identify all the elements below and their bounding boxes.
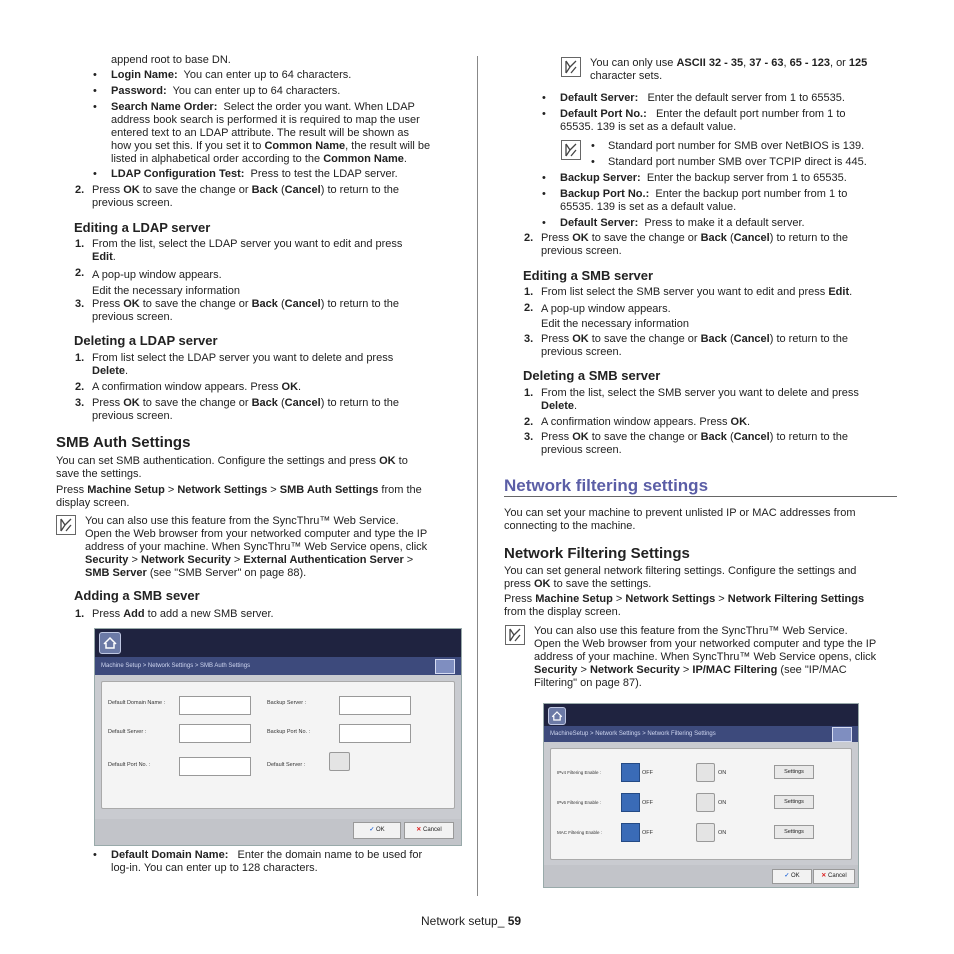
note-text: You can also use this feature from the SyncThru™ Web Service. Open the Web browser from your networked computer and type the IP address of your machine. When SyncThru™ Web Service opens, click Security > Network Security > IP/MAC Filtering (see "IP/MAC Filtering" on page 87). xyxy=(534,625,877,689)
bullet-default-port: Default Port No.: Enter the default port number from 1 to 65535. 139 is set as a default value. xyxy=(560,108,846,133)
step-text: Press OK to save the change or Back (Cancel) to return to the previous screen. xyxy=(541,431,848,456)
note-text: Standard port number SMB over TCPIP direct is 445. xyxy=(608,156,867,168)
heading-smb-auth: SMB Auth Settings xyxy=(56,434,191,451)
default-server-field[interactable] xyxy=(179,724,251,743)
check-icon: ✓ xyxy=(784,873,790,879)
heading-editing-ldap: Editing a LDAP server xyxy=(74,220,211,235)
step-text: From list select the LDAP server you want to delete and press Delete. xyxy=(92,352,394,377)
on-label: ON xyxy=(718,800,727,806)
default-domain-field[interactable] xyxy=(179,696,251,715)
step-text: Press OK to save the change or Back (Cancel) to return to the previous screen. xyxy=(92,184,399,209)
paragraph: Press Machine Setup > Network Settings > SMB Auth Settings from the display screen. xyxy=(56,484,422,509)
bullet-default-domain: Default Domain Name: Enter the domain name to be used for log-in. You can enter up to 128 characters. xyxy=(111,849,423,874)
label: MAC Filtering Enable : xyxy=(557,830,603,835)
note-text: You can also use this feature from the SyncThru™ Web Service. Open the Web browser from your networked computer and type the IP address of your machine. When SyncThru™ Web Service opens, click Security > Network Security > External Authentication Server > SMB Server (see "SMB Server" on page 88). xyxy=(85,515,428,579)
paragraph: Press Machine Setup > Network Settings > Network Filtering Settings from the display screen. xyxy=(504,593,865,618)
bullet: • xyxy=(93,168,97,180)
step-text: Press OK to save the change or Back (Cancel) to return to the previous screen. xyxy=(541,333,848,358)
bullet: • xyxy=(542,92,546,104)
cancel-button[interactable]: ✕ Cancel xyxy=(813,869,855,884)
step-number: 1. xyxy=(75,352,85,364)
menu-icon[interactable] xyxy=(435,659,455,674)
label: Default Domain Name : xyxy=(108,700,166,706)
menu-icon[interactable] xyxy=(832,727,852,742)
bullet-default-server: Default Server: Enter the default server from 1 to 65535. xyxy=(560,92,845,104)
heading-network-filtering: Network Filtering Settings xyxy=(504,545,690,562)
backup-port-field[interactable] xyxy=(339,724,411,743)
bullet-default-server-btn: Default Server: Press to make it a default server. xyxy=(560,217,805,229)
step-number: 1. xyxy=(524,286,534,298)
default-port-field[interactable] xyxy=(179,757,251,776)
step-text: Press OK to save the change or Back (Cancel) to return to the previous screen. xyxy=(92,397,399,422)
home-icon[interactable] xyxy=(99,632,121,654)
label: Backup Server : xyxy=(267,700,307,706)
step-number: 2. xyxy=(524,416,534,428)
label: IPv4 Filtering Enable : xyxy=(557,770,602,775)
on-label: ON xyxy=(718,770,727,776)
settings-panel xyxy=(101,681,455,809)
mac-on-toggle[interactable] xyxy=(696,823,715,842)
step-number: 2. xyxy=(524,302,534,314)
bullet: • xyxy=(93,101,97,113)
backup-server-field[interactable] xyxy=(339,696,411,715)
paragraph: You can set your machine to prevent unlisted IP or MAC addresses from connecting to the machine. xyxy=(504,507,856,532)
heading-deleting-smb: Deleting a SMB server xyxy=(523,368,661,383)
bullet: • xyxy=(591,140,595,152)
step-number: 2. xyxy=(75,184,85,196)
on-label: ON xyxy=(718,830,727,836)
title-bar xyxy=(95,629,461,657)
heading-editing-smb: Editing a SMB server xyxy=(523,268,654,283)
paragraph: You can set SMB authentication. Configure the settings and press OK to save the settings. xyxy=(56,455,408,480)
ipv6-on-toggle[interactable] xyxy=(696,793,715,812)
step-number: 1. xyxy=(75,238,85,250)
step-number: 2. xyxy=(75,381,85,393)
check-icon: ✓ xyxy=(369,827,375,833)
step-text: Press OK to save the change or Back (Cancel) to return to the previous screen. xyxy=(541,232,848,257)
step-text: A confirmation window appears. Press OK. xyxy=(541,416,751,428)
paragraph: You can set general network filtering settings. Configure the settings and press OK to save the settings. xyxy=(504,565,857,590)
column-divider xyxy=(477,56,478,896)
title-bar xyxy=(544,704,858,726)
ipv4-settings-button[interactable]: Settings xyxy=(774,765,814,779)
bullet-backup-server: Backup Server: Enter the backup server from 1 to 65535. xyxy=(560,172,847,184)
bullet: • xyxy=(93,69,97,81)
step-text: Press Add to add a new SMB server. xyxy=(92,608,274,620)
bullet-search-order: Search Name Order: Select the order you want. When LDAP address book search is performed it is required to map the user entered text to an LDAP attribute. The result will be shown as how you set this. If you set it to Common Name, the result will be listed in alphabetical order according to the Common Name. xyxy=(111,101,431,165)
step-text: A pop-up window appears. Edit the necessary information xyxy=(92,269,240,297)
bullet: • xyxy=(542,217,546,229)
step-number: 1. xyxy=(524,387,534,399)
home-icon[interactable] xyxy=(548,707,566,725)
ipv4-on-toggle[interactable] xyxy=(696,763,715,782)
step-number: 2. xyxy=(524,232,534,244)
label: IPv6 Filtering Enable : xyxy=(557,800,602,805)
step-number: 3. xyxy=(75,298,85,310)
label: Default Server : xyxy=(108,729,147,735)
step-text: A confirmation window appears. Press OK. xyxy=(92,381,302,393)
x-icon: ✕ xyxy=(416,827,422,833)
x-icon: ✕ xyxy=(821,873,827,879)
label: Backup Port No. : xyxy=(267,729,311,735)
step-number: 2. xyxy=(75,267,85,279)
label: Default Server : xyxy=(267,762,306,768)
bullet-ldap-test: LDAP Configuration Test: Press to test the LDAP server. xyxy=(111,168,398,180)
bullet: • xyxy=(591,156,595,168)
bullet: • xyxy=(93,849,97,861)
step-number: 3. xyxy=(524,431,534,443)
off-label: OFF xyxy=(642,770,653,776)
ok-button[interactable]: ✓ OK xyxy=(353,822,401,839)
step-number: 1. xyxy=(75,608,85,620)
breadcrumb: MachineSetup > Network Settings > Network Filtering Settings xyxy=(544,726,858,742)
step-number: 3. xyxy=(75,397,85,409)
ok-button[interactable]: ✓ OK xyxy=(772,869,812,884)
text-line: append root to base DN. xyxy=(111,54,231,66)
step-text: Press OK to save the change or Back (Cancel) to return to the previous screen. xyxy=(92,298,399,323)
note-icon xyxy=(561,57,581,77)
section-title: Network filtering settings xyxy=(504,476,709,495)
note-icon xyxy=(505,625,525,645)
network-filtering-screenshot xyxy=(543,703,859,888)
default-server-button[interactable] xyxy=(329,752,350,771)
ipv6-off-toggle[interactable] xyxy=(621,793,640,812)
note-text: You can only use ASCII 32 - 35, 37 - 63, 65 - 123, or 125 character sets. xyxy=(590,57,868,82)
step-text: From the list, select the SMB server you want to delete and press Delete. xyxy=(541,387,859,412)
ipv4-off-toggle[interactable] xyxy=(621,763,640,782)
label: Default Port No. : xyxy=(108,762,151,768)
bullet: • xyxy=(542,188,546,200)
note-icon xyxy=(561,140,581,160)
bullet: • xyxy=(93,85,97,97)
step-number: 3. xyxy=(524,333,534,345)
note-icon xyxy=(56,515,76,535)
bullet-login: Login Name: You can enter up to 64 characters. xyxy=(111,69,352,81)
heading-adding-smb: Adding a SMB sever xyxy=(74,588,200,603)
heading-deleting-ldap: Deleting a LDAP server xyxy=(74,333,218,348)
bullet: • xyxy=(542,172,546,184)
cancel-button[interactable]: ✕ Cancel xyxy=(404,822,454,839)
breadcrumb: Machine Setup > Network Settings > SMB Auth Settings xyxy=(95,657,461,675)
bullet-password: Password: You can enter up to 64 characters. xyxy=(111,85,341,97)
step-text: From the list, select the LDAP server you want to edit and press Edit. xyxy=(92,238,403,263)
note-text: Standard port number for SMB over NetBIOS is 139. xyxy=(608,140,865,152)
filter-panel xyxy=(550,748,852,860)
off-label: OFF xyxy=(642,830,653,836)
bullet-backup-port: Backup Port No.: Enter the backup port number from 1 to 65535. 139 is set as a default value. xyxy=(560,188,848,213)
off-label: OFF xyxy=(642,800,653,806)
bullet: • xyxy=(542,108,546,120)
step-text: A pop-up window appears. Edit the necessary information xyxy=(541,303,689,330)
page-footer: Network setup_ 59 xyxy=(421,914,522,928)
mac-off-toggle[interactable] xyxy=(621,823,640,842)
smb-auth-screenshot xyxy=(94,628,462,846)
step-text: From list select the SMB server you want to edit and press Edit. xyxy=(541,286,853,298)
section-rule xyxy=(504,496,897,497)
ipv6-settings-button[interactable]: Settings xyxy=(774,795,814,809)
mac-settings-button[interactable]: Settings xyxy=(774,825,814,839)
